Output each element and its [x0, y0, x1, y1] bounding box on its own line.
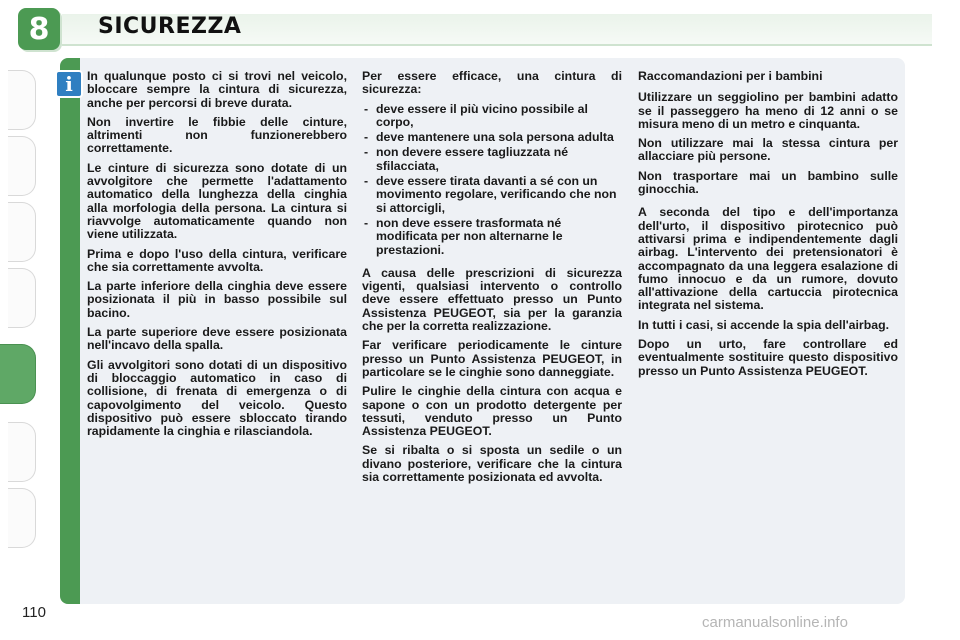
- requirements-list: [362, 103, 622, 257]
- paragraph: Non invertire le fibbie delle cinture, altrimenti non funzionerebbero correttamente.: [87, 114, 347, 156]
- paragraph: In qualunque posto ci si trovi nel veicolo, bloccare sempre la cintura di sicurezza, anche per percorsi di breve durata.: [87, 69, 347, 110]
- paragraph: Prima e dopo l'uso della cintura, verificare che sia correttamente avvolta.: [87, 246, 347, 274]
- section-heading: Raccomandazioni per i bambini: [638, 69, 823, 83]
- chapter-tab[interactable]: [8, 202, 36, 262]
- chapter-tab[interactable]: [8, 136, 36, 196]
- chapter-tab[interactable]: [8, 488, 36, 548]
- list-item: - deve mantenere una sola persona adulta: [362, 131, 622, 144]
- paragraph: Non trasportare mai un bambino sulle ginocchia.: [638, 168, 898, 197]
- chapter-badge: 8: [18, 8, 60, 50]
- column-1: [87, 70, 347, 444]
- paragraph: Far verificare periodicamente le cinture presso un Punto Assistenza PEUGEOT, in particolare se le cinghie sono danneggiate.: [362, 338, 622, 379]
- paragraph: Pulire le cinghie della cintura con acqua e sapone o con un prodotto detergente per tessuti, venduto presso un Punto Assistenza PEUGEOT.: [362, 384, 622, 439]
- paragraph: Se si ribalta o si sposta un sedile o un divano posteriore, verificare che la cintura sia correttamente posizionata ed avvolta.: [362, 443, 622, 485]
- page-number: 110: [22, 604, 46, 621]
- accent-bar: [60, 58, 80, 604]
- paragraph: Non utilizzare mai la stessa cintura per allacciare più persone.: [638, 136, 898, 164]
- column-2: [362, 70, 622, 490]
- paragraph: Utilizzare un seggiolino per bambini adatto se il passeggero ha meno di 12 anni o se misura meno di un metro e cinquanta.: [638, 90, 898, 131]
- paragraph: La parte inferiore della cinghia deve essere posizionata il più in basso possibile sul bacino.: [87, 279, 347, 320]
- info-icon: i: [55, 70, 83, 98]
- chapter-tab[interactable]: [8, 422, 36, 482]
- paragraph: Gli avvolgitori sono dotati di un dispositivo di bloccaggio automatico in caso di collisione, di frenata di emergenza o di capovolgimento del veicolo. Questo dispositivo può essere sbloccato tirando rapidamente la cinghia e rilasciandola.: [87, 357, 347, 439]
- paragraph: Le cinture di sicurezza sono dotate di un avvolgitore che permette l'adattamento automatico della lunghezza della cinghia alla morfologia della persona. La cintura si riavvolge automaticamente quando non viene utilizzata.: [87, 160, 347, 242]
- list-item: - deve essere il più vicino possibile al corpo,: [362, 103, 622, 130]
- list-item: - non devere essere tagliuzzata né sfilacciata,: [362, 146, 622, 173]
- page-title: SICUREZZA: [98, 14, 242, 39]
- chapter-tab-active[interactable]: [0, 344, 36, 404]
- chapter-tab-strip: [0, 44, 48, 584]
- paragraph: [638, 206, 898, 312]
- paragraph: La parte superiore deve essere posizionata nell'incavo della spalla.: [87, 325, 347, 353]
- chapter-tab[interactable]: [8, 70, 36, 130]
- chapter-tab[interactable]: [8, 268, 36, 328]
- paragraph: Dopo un urto, fare controllare ed eventualmente sostituire questo dispositivo presso un Punto Assistenza PEUGEOT.: [638, 337, 898, 378]
- watermark: carmanualsonline.info: [702, 614, 848, 631]
- paragraph: Per essere efficace, una cintura di sicurezza:: [362, 69, 622, 97]
- paragraph-text: il dispositivo pirotecnico può attivarsi prima e indipendentemente dagli airbag. L'intervento dei pretensionatori è accompagnato da una leggera esalazione di fumo innocuo e da un rumore, dovuto all'attivazione della cartuccia pirotecnica integrata nel sistema.: [638, 218, 898, 313]
- column-3: [638, 70, 898, 384]
- list-item: - non deve essere trasformata né modificata per non alternarne le prestazioni.: [362, 217, 622, 257]
- paragraph: A causa delle prescrizioni di sicurezza vigenti, qualsiasi intervento o controllo deve essere effettuato presso un Punto Assistenza PEUGEOT, sia per la garanzia che per la corretta realizzazione.: [362, 265, 622, 334]
- emphasis: A seconda del tipo e dell'importanza dell'urto,: [638, 205, 898, 233]
- list-item: - deve essere tirata davanti a sé con un movimento regolare, verificando che non si attorcigli,: [362, 175, 622, 215]
- paragraph: In tutti i casi, si accende la spia dell'airbag.: [638, 317, 889, 332]
